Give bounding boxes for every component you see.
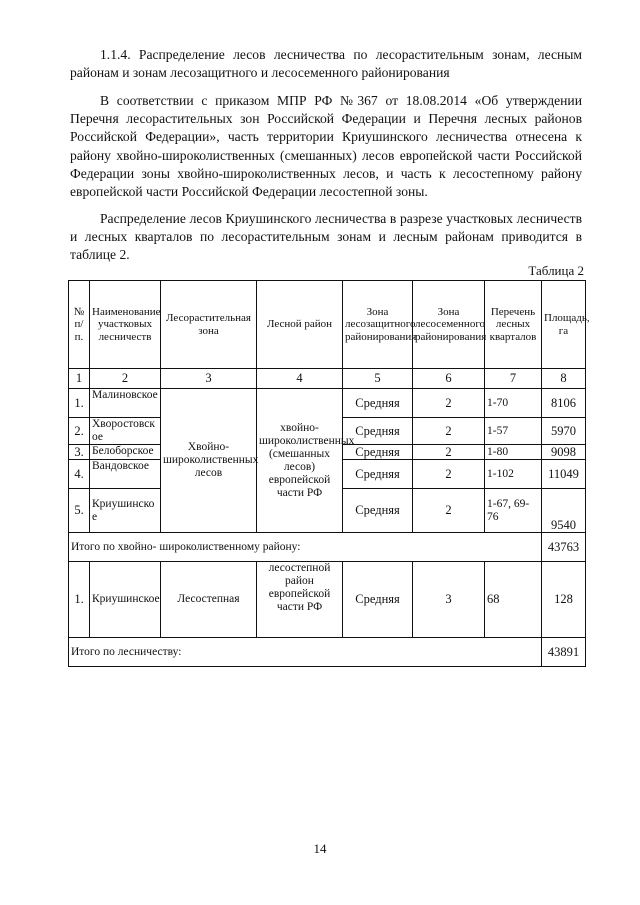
subtotal-label: Итого по хвойно- широколиственному району:	[69, 533, 542, 562]
header-num: № п/п.	[69, 281, 90, 369]
row-seed: 2	[413, 489, 485, 533]
row-seed: 2	[413, 418, 485, 445]
row-protect: Средняя	[343, 562, 413, 638]
table-row	[69, 389, 586, 418]
row-quarters: 68	[485, 562, 542, 638]
colnum: 4	[257, 369, 343, 389]
row-num: 3.	[69, 445, 90, 460]
header-zone: Лесорастительная зона	[161, 281, 257, 369]
row-num: 1.	[69, 562, 90, 638]
page-number: 14	[313, 841, 327, 856]
row-name: Хворостовское	[90, 418, 161, 445]
row-area: 9540	[542, 489, 586, 533]
total-row	[69, 638, 586, 667]
row-quarters: 1-102	[485, 460, 542, 489]
forest-distribution-table	[68, 280, 590, 667]
row-area: 5970	[542, 418, 586, 445]
table-caption: Таблица 2	[528, 263, 584, 278]
subtotal-value: 43763	[542, 533, 586, 562]
row-protect: Средняя	[343, 489, 413, 533]
column-number-row	[69, 369, 586, 389]
colnum: 6	[413, 369, 485, 389]
row-name: Малиновское	[90, 389, 161, 418]
row-num: 2.	[69, 418, 90, 445]
header-district: Лесной район	[257, 281, 343, 369]
group2-zone: Лесостепная	[161, 562, 257, 638]
row-num: 1.	[69, 389, 90, 418]
row-protect: Средняя	[343, 389, 413, 418]
colnum: 2	[90, 369, 161, 389]
group1-district: хвойно-широколиственных (смешанных лесов) европейской части РФ	[257, 389, 343, 533]
row-protect: Средняя	[343, 445, 413, 460]
total-label: Итого по лесничеству:	[69, 638, 542, 667]
row-quarters: 1-70	[485, 389, 542, 418]
row-area: 8106	[542, 389, 586, 418]
colnum: 8	[542, 369, 586, 389]
colnum: 1	[69, 369, 90, 389]
row-seed: 2	[413, 389, 485, 418]
paragraph-order: В соответствии с приказом МПР РФ №367 от 18.08.2014 «Об утверждении Перечня лесорастительных зон Российской Федерации и Перечня лесных районов Российской Федерации», часть территории Криушинского лесничества отнесена к району хвойно-широколиственных (смешанных) лесов европейской части Российской Федерации зоны хвойно-широколиственных лесов, и часть к лесостепному району европейской части Российской Федерации лесостепной зоны.	[70, 93, 582, 200]
row-name: Криушинское	[90, 562, 161, 638]
total-value: 43891	[542, 638, 586, 667]
row-seed: 2	[413, 445, 485, 460]
row-quarters: 1-67, 69-76	[485, 489, 542, 533]
row-area: 11049	[542, 460, 586, 489]
row-seed: 3	[413, 562, 485, 638]
group1-zone: Хвойно-широколиственных лесов	[161, 389, 257, 533]
header-protect: Зона лесозащитного районирования	[343, 281, 413, 369]
paragraph-distribution: Распределение лесов Криушинского лесничества в разрезе участковых лесничеств и лесных кварталов по лесорастительным зонам и лесным районам приводится в таблице 2.	[70, 211, 582, 263]
row-seed: 2	[413, 460, 485, 489]
row-area: 9098	[542, 445, 586, 460]
header-area: Площадь, га	[542, 281, 586, 369]
row-area: 128	[542, 562, 586, 638]
row-quarters: 1-80	[485, 445, 542, 460]
row-name: Белоборское	[90, 445, 161, 460]
row-protect: Средняя	[343, 460, 413, 489]
header-name: Наименование участковых лесничеств	[90, 281, 161, 369]
subtotal-row	[69, 533, 586, 562]
table-row	[69, 562, 586, 638]
row-num: 5.	[69, 489, 90, 533]
header-quarters: Перечень лесных кварталов	[485, 281, 542, 369]
colnum: 5	[343, 369, 413, 389]
colnum: 3	[161, 369, 257, 389]
table-header-row	[69, 281, 586, 369]
row-quarters: 1-57	[485, 418, 542, 445]
row-name: Криушинское	[90, 489, 161, 533]
header-seed: Зона лесосеменного районирования	[413, 281, 485, 369]
row-name: Вандовское	[90, 460, 161, 489]
section-heading: 1.1.4. Распределение лесов лесничества по лесорастительным зонам, лесным районам и зонам лесозащитного и лесосеменного районирования	[70, 47, 582, 81]
row-protect: Средняя	[343, 418, 413, 445]
colnum: 7	[485, 369, 542, 389]
row-num: 4.	[69, 460, 90, 489]
group2-district: лесостепной район европейской части РФ	[257, 562, 343, 638]
